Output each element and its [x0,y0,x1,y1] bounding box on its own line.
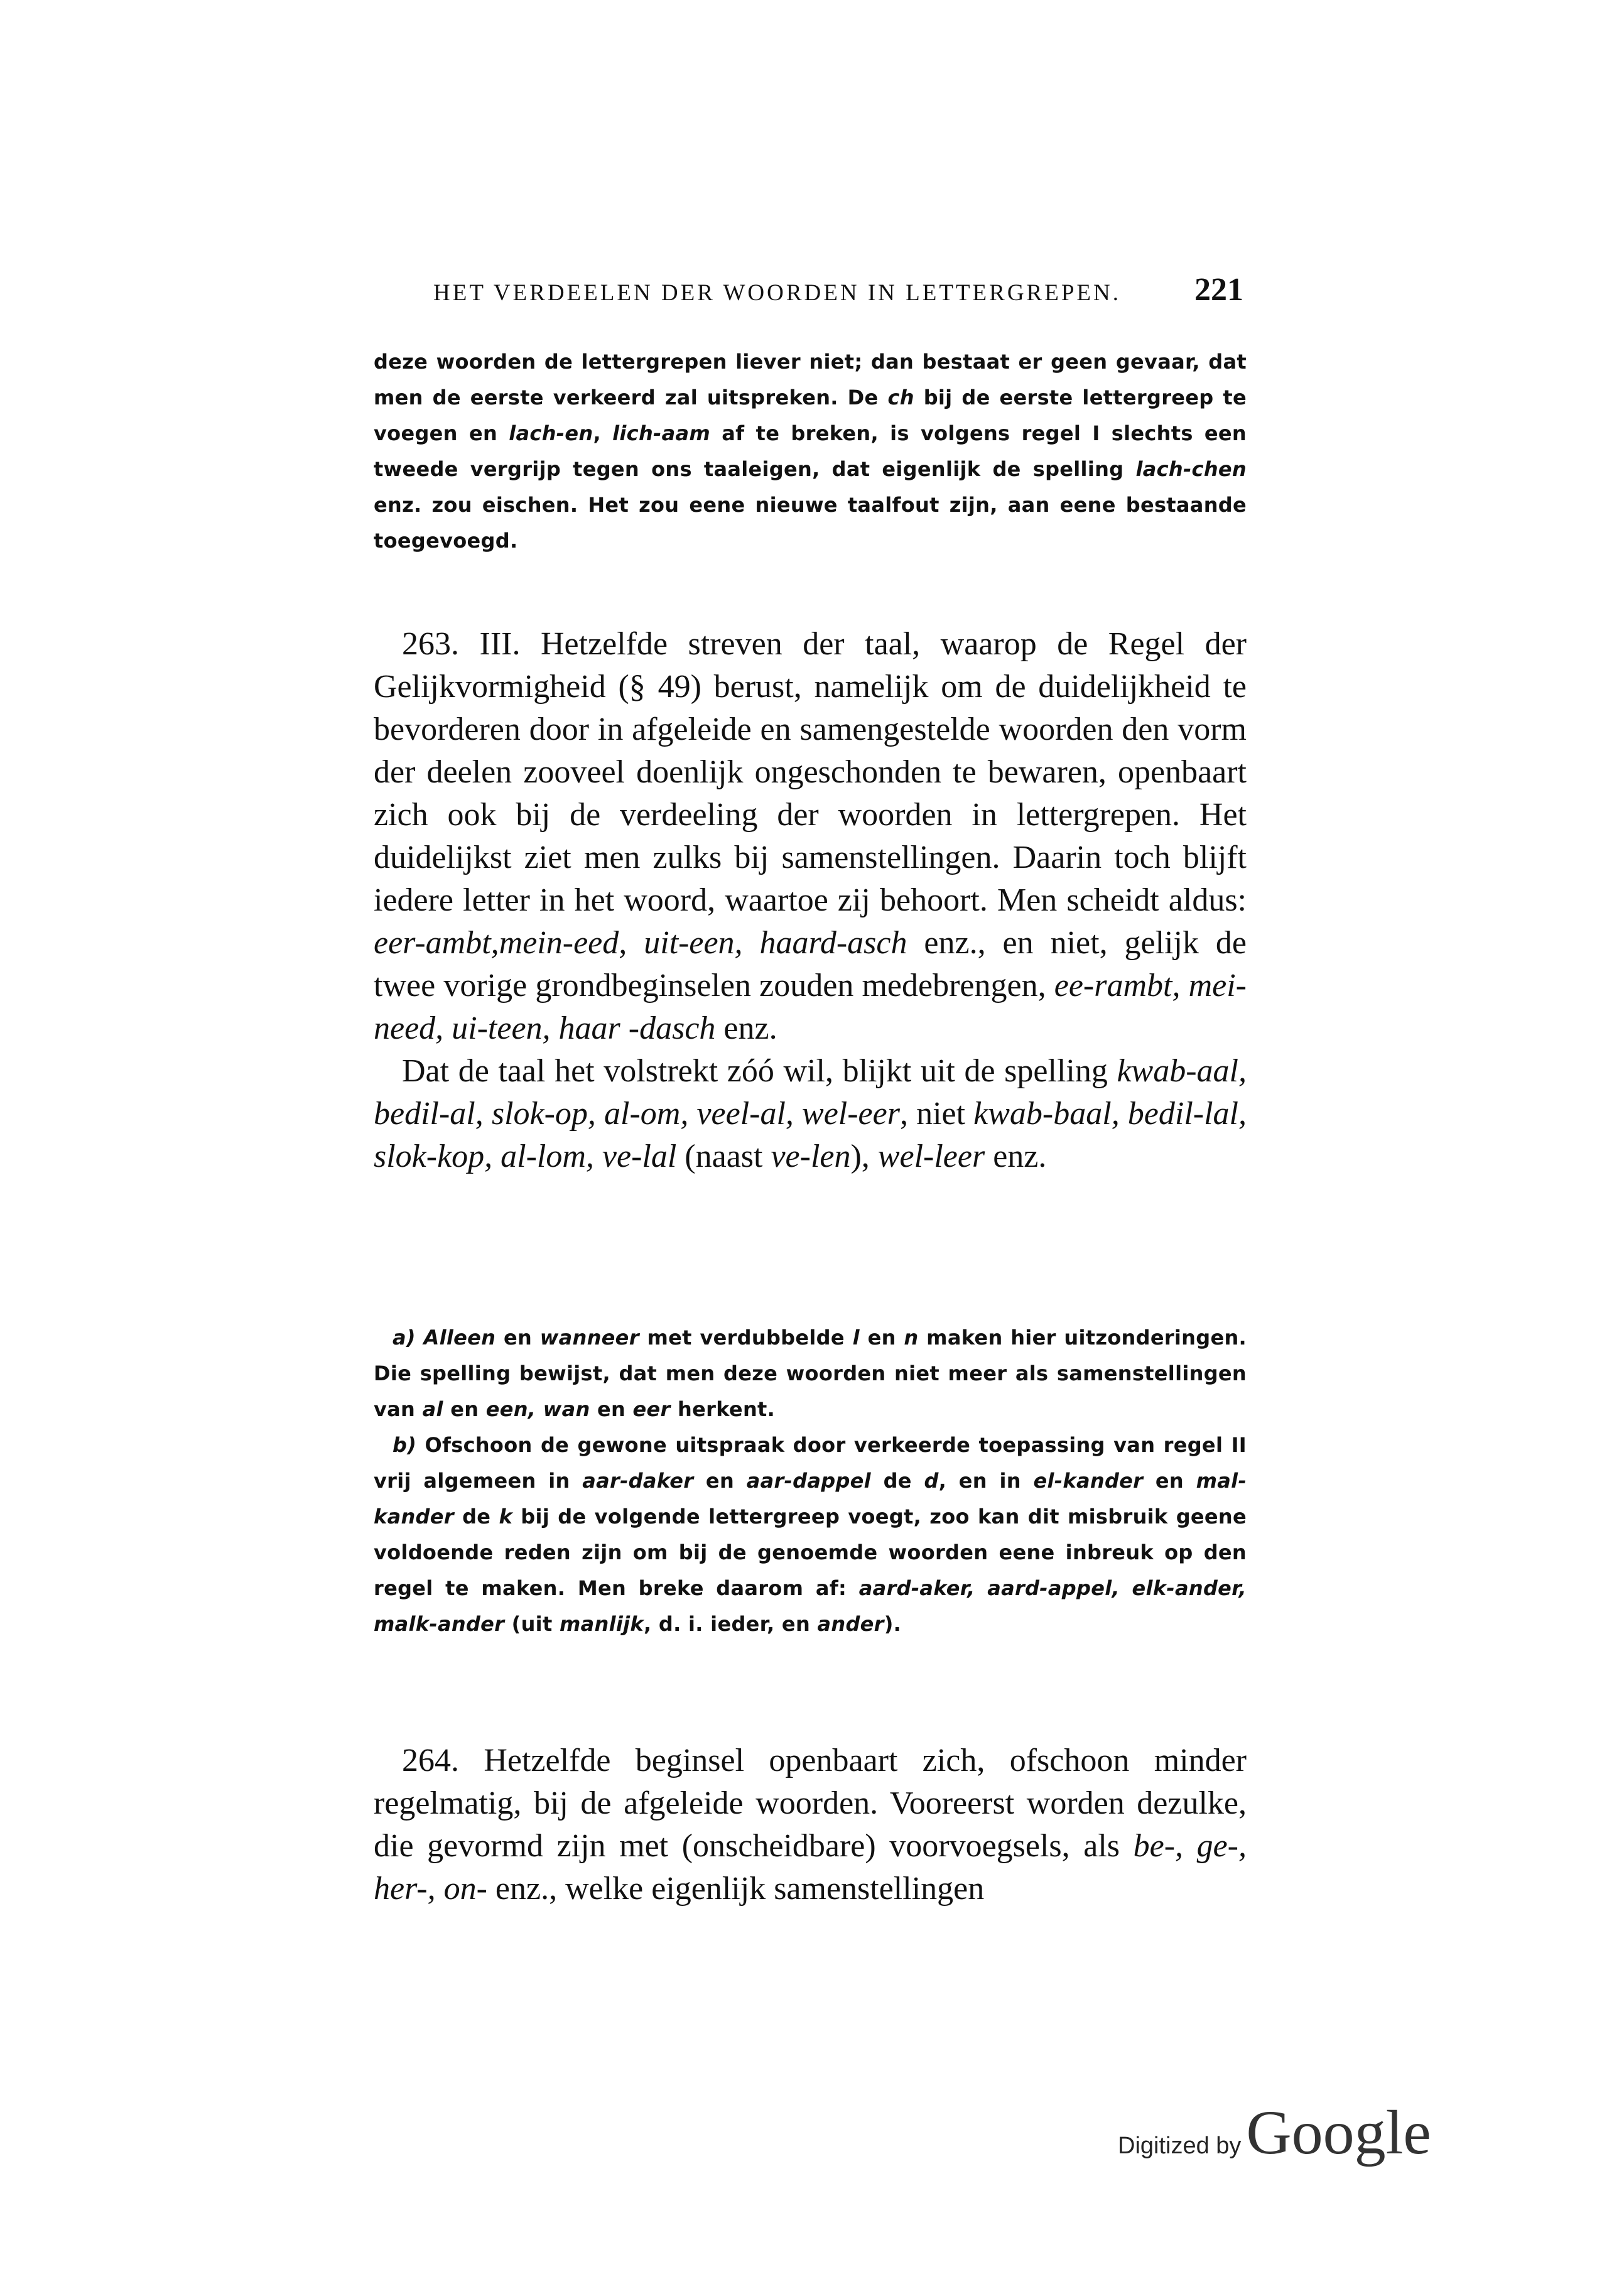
text-run: met verdubbelde [639,1326,853,1350]
italic-run: wel-leer [877,1139,985,1174]
text-run: , [593,421,613,445]
text-run: enz., welke eigenlijk samenstellingen [487,1871,985,1907]
section-263-paragraph-2 [374,1050,1247,1178]
footnote-marker: b) [392,1433,417,1457]
italic-run: kwab-aal, bedil-al, slok-op, al-om, veel-al, wel-eer [374,1053,1247,1132]
header-title: HET VERDEELEN DER WOORDEN IN LETTERGREPEN. [433,280,1121,306]
text-run: en [495,1326,540,1350]
italic-run: el-kander [1033,1469,1144,1493]
italic-run: wanneer [539,1326,639,1350]
italic-run: aard-aker, aard-appel, elk-ander, malk-ander [374,1576,1247,1636]
italic-run: lach-chen [1135,457,1247,481]
text-run: en [859,1326,904,1350]
italic-run: mal-kander [374,1469,1247,1529]
text-run: enz. [715,1010,777,1046]
text-run: maken hier uitzonderingen. Die spelling bewijst, dat men deze woorden niet meer als samenstellingen van [374,1326,1247,1421]
italic-run: be-, ge-, her-, on- [374,1828,1247,1907]
italic-run: d [924,1469,939,1493]
italic-run: aar-daker [582,1469,694,1493]
footnote-marker: a) [392,1326,416,1350]
text-run: (uit [504,1612,560,1636]
text-run: de [453,1505,499,1529]
google-logo: Google [1246,2097,1431,2167]
italic-run: al [422,1397,443,1421]
text-run: bij de eerste lettergreep te voegen en [374,386,1247,445]
text-run: af te breken, is volgens regel I slechts een tweede vergrijp tegen ons taaleigen, dat eigenlijk de spelling [374,421,1247,481]
text-run: enz. [985,1139,1047,1174]
footnote-b [374,1427,1247,1642]
italic-run: lich-aam [612,421,711,445]
running-header [433,271,1243,309]
text-run: 263. III. Hetzelfde streven der taal, waarop de Regel der Gelijkvormigheid (§ 49) berust, namelijk om de duidelijkheid te bevorderen door in afgeleide en samengestelde woorden den vorm der deelen zooveel doenlijk ongeschonden te bewaren, openbaart zich ook bij de verdeeling der woorden in lettergrepen. Het duidelijkst ziet men zulks bij samenstellingen. Daarin toch blijft iedere letter in het woord, waartoe zij behoort. Men scheidt aldus: [374,626,1247,918]
digitized-by-watermark [1118,2096,1431,2168]
text-run: (naast [676,1139,771,1174]
italic-run: ander [817,1612,884,1636]
top-paragraph [374,344,1247,559]
italic-run: aar-dappel [746,1469,871,1493]
italic-run: ee-rambt, mei-need, ui-teen, haar -dasch [374,968,1247,1046]
footnote-a [374,1320,1247,1427]
digitized-label: Digitized by [1118,2133,1242,2159]
text-run: en [443,1397,486,1421]
text-run: Dat de taal het volstrekt zóó wil, blijkt uit de spelling [402,1053,1117,1089]
text-run: ). [884,1612,902,1636]
text-run: , niet [899,1096,974,1132]
text-run: de [870,1469,924,1493]
text-run: herkent. [670,1397,776,1421]
section-264 [374,1740,1247,1910]
italic-run: manlijk [560,1612,644,1636]
italic-run: lach-en [509,421,593,445]
text-run: en [693,1469,747,1493]
page-number: 221 [1194,272,1243,308]
section-263 [374,623,1247,1178]
text-run: enz. zou eischen. Het zou eene nieuwe taalfout zijn, aan eene bestaande toegevoegd. [374,493,1247,553]
italic-run: ve-len [771,1139,851,1174]
text-run: 264. Hetzelfde beginsel openbaart zich, ofschoon minder regelmatig, bij de afgeleide woorden. Vooreerst worden dezulke, die gevormd zijn met (onscheidbare) voorvoegsels, als [374,1743,1247,1864]
text-run: deze woorden de lettergrepen liever niet; dan bestaat er geen gevaar, dat men de eerste verkeerd zal uitspreken. De [374,350,1247,409]
italic-run: Alleen [423,1326,496,1350]
text-run: , d. i. ieder, en [644,1612,818,1636]
text-run: en [590,1397,633,1421]
text-run: enz., en niet, gelijk de twee vorige grondbeginselen zouden medebrengen, [374,925,1247,1004]
footnotes [374,1320,1247,1642]
section-263-paragraph-1 [374,623,1247,1050]
italic-run: eer-ambt,mein-eed, uit-een, haard-asch [374,925,907,961]
italic-run: eer [632,1397,671,1421]
text-run: bij de volgende lettergreep voegt, zoo kan dit misbruik geene voldoende reden zijn om bij de genoemde woorden eene inbreuk op den regel te maken. Men breke daarom af: [374,1505,1247,1600]
italic-run: kwab-baal, bedil-lal, slok-kop, al-lom, ve-lal [374,1096,1247,1174]
text-run: en [1143,1469,1196,1493]
italic-run: l [852,1326,860,1350]
text-run: ), [850,1139,878,1174]
italic-run: n [904,1326,919,1350]
text-run: , en in [938,1469,1034,1493]
italic-run: k [499,1505,513,1529]
italic-run: een, wan [485,1397,590,1421]
italic-run: ch [887,386,914,409]
text-run: Ofschoon de gewone uitspraak door verkeerde toepassing van regel II vrij algemeen in [374,1433,1247,1493]
